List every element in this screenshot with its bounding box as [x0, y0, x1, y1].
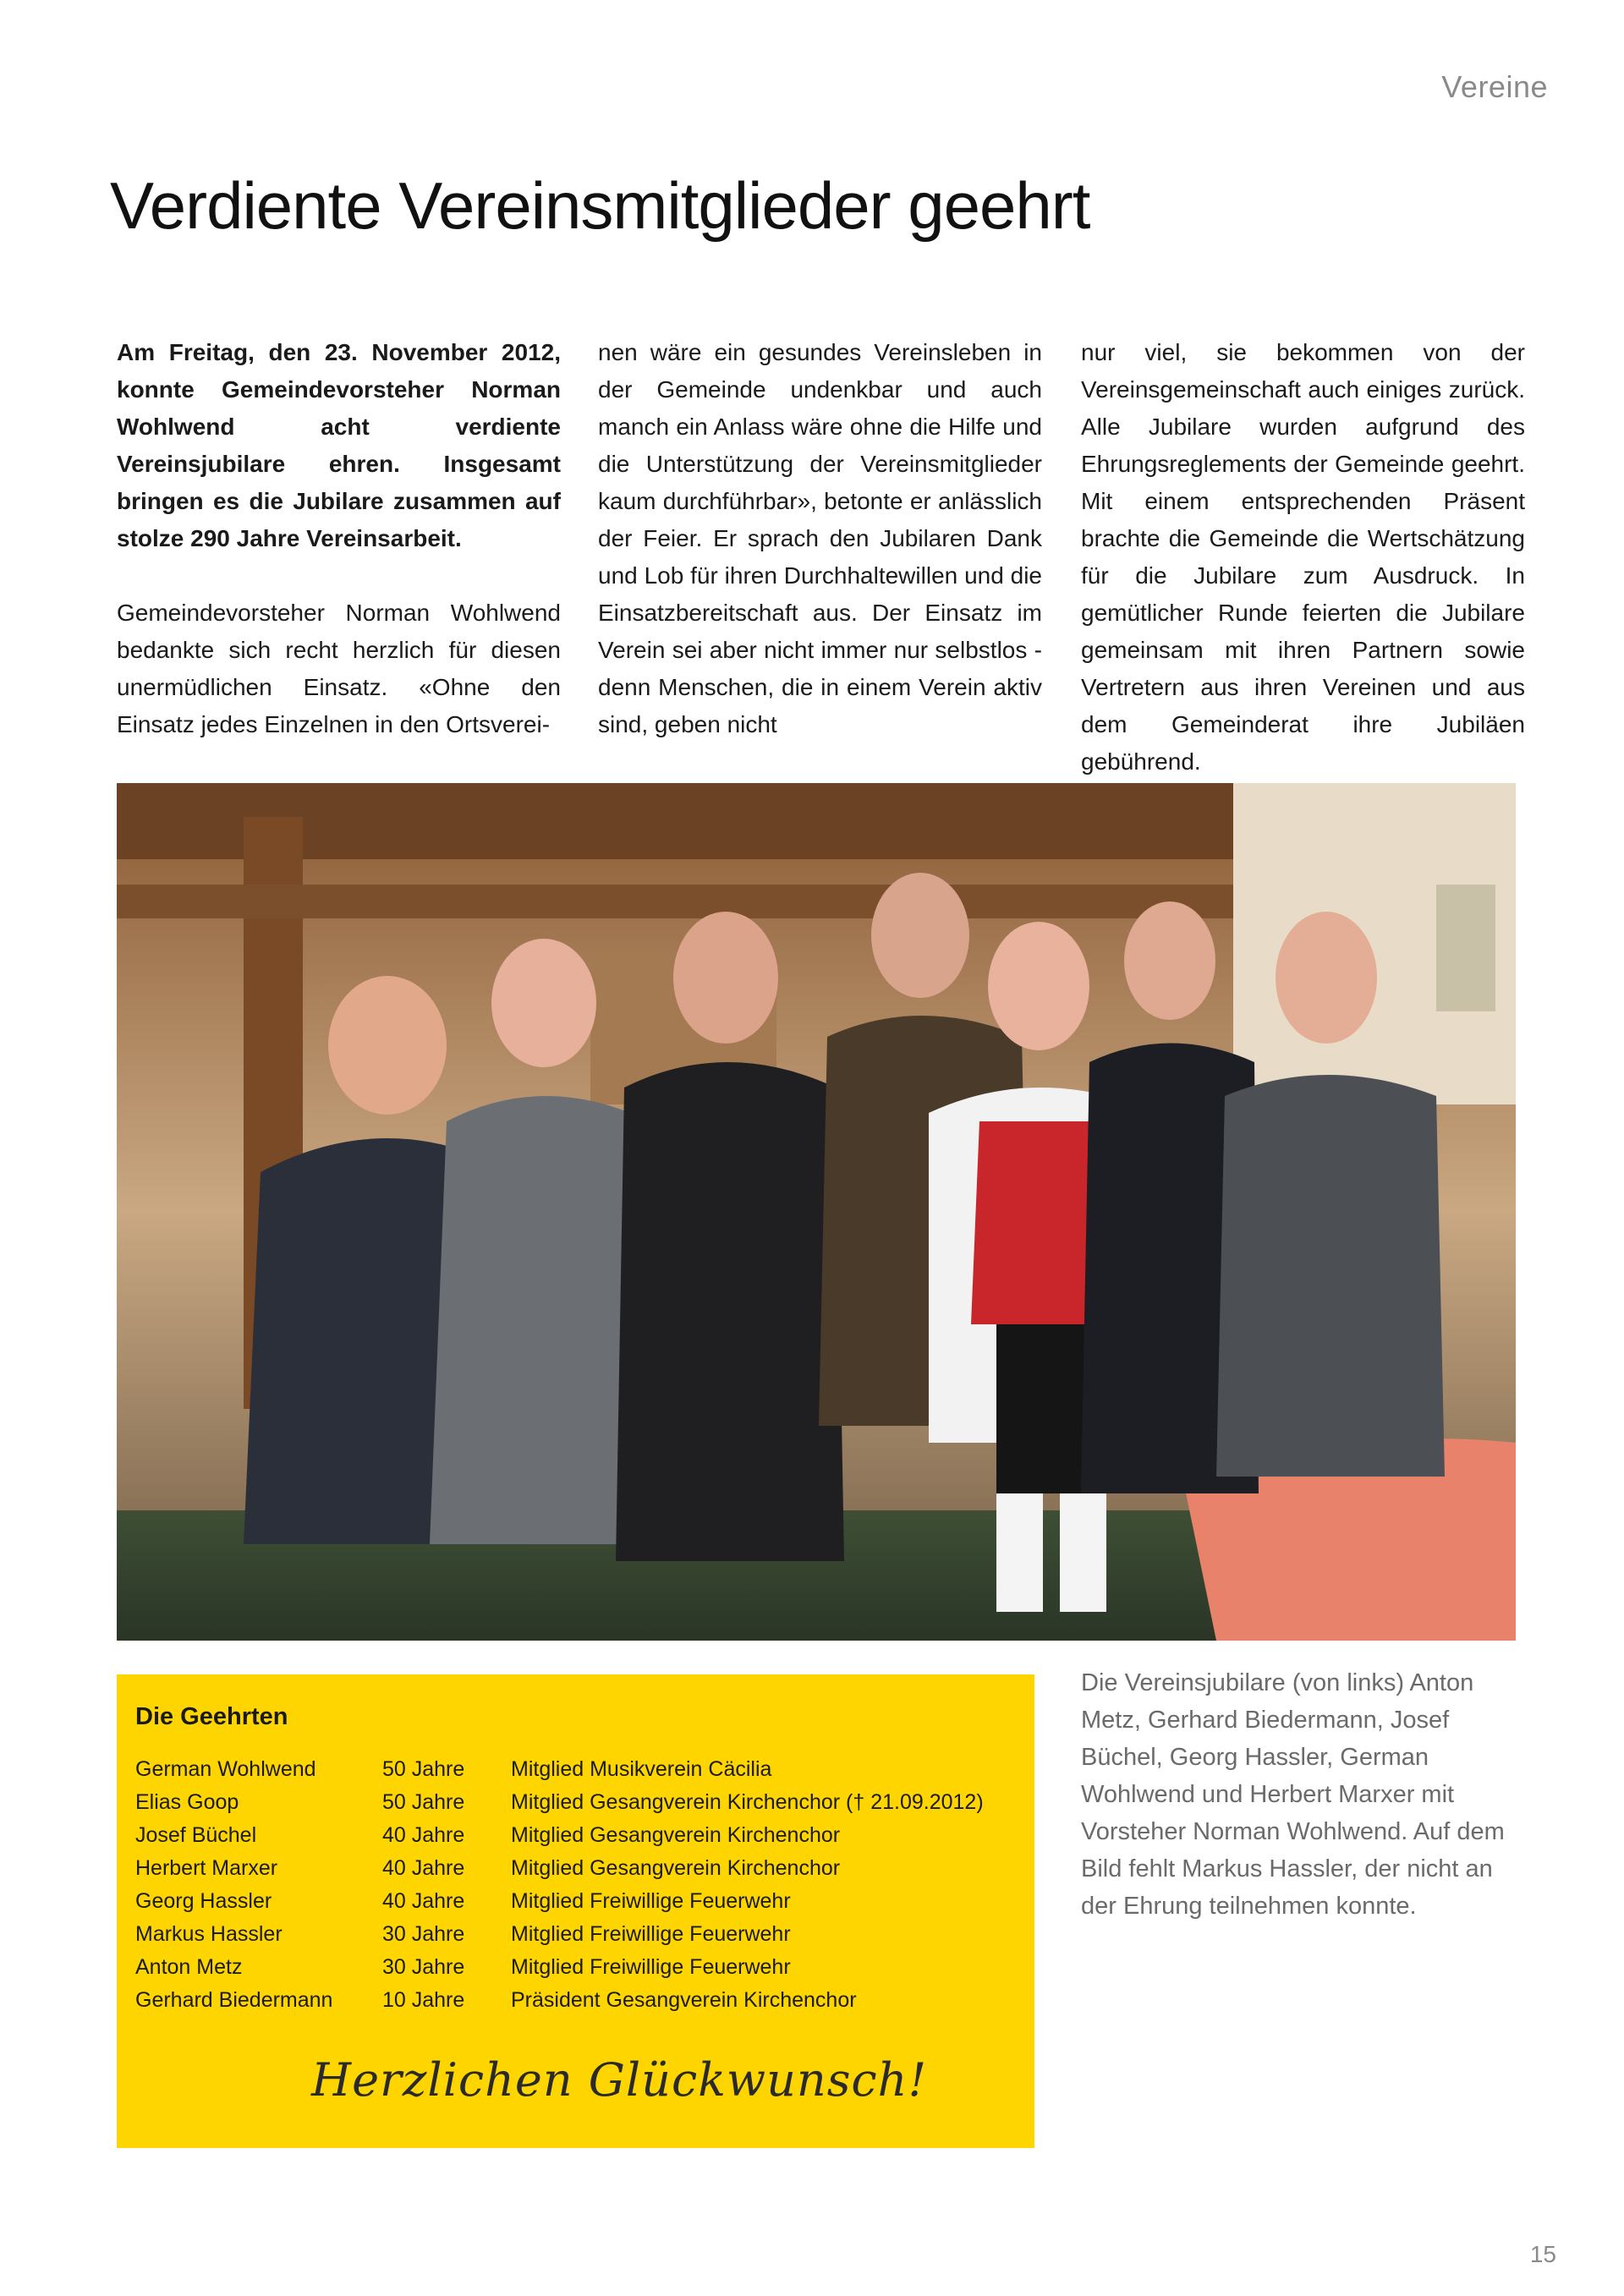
honorees-title: Die Geehrten: [135, 1703, 288, 1730]
honoree-row: [135, 1852, 1016, 1885]
article-column-1: [117, 334, 561, 743]
honoree-name: Anton Metz: [135, 1955, 243, 1979]
honoree-membership: Mitglied Gesangverein Kirchenchor: [511, 1823, 841, 1847]
honoree-name: Herbert Marxer: [135, 1856, 278, 1880]
article-column-3: [1081, 334, 1525, 781]
honoree-row: [135, 1753, 1016, 1786]
article-column-2: [598, 334, 1042, 743]
congratulations-greeting: Herzlichen Glückwunsch!: [311, 2053, 928, 2107]
honoree-row: [135, 1819, 1016, 1852]
honoree-row: [135, 1786, 1016, 1819]
page-title: Verdiente Vereinsmitglieder geehrt: [110, 168, 1090, 243]
honoree-years: 40 Jahre: [382, 1856, 465, 1880]
honoree-row: [135, 1984, 1016, 2017]
section-label: Vereine: [1441, 69, 1548, 104]
photo-caption: Die Vereinsjubilare (von links) Anton Metz, Gerhard Biedermann, Josef Büchel, Georg Hassler, German Wohlwend und Herbert Marxer mit Vorsteher Norman Wohlwend. Auf dem Bild fehlt Markus Hassler, der nicht an der Ehrung teilnehmen konnte.: [1081, 1669, 1505, 1920]
article-lead: Am Freitag, den 23. November 2012, konnte Gemeindevorsteher Norman Wohlwend acht verdiente Vereinsjubilare ehren. Insgesamt bringen es die Jubilare zusammen auf stolze 290 Jahre Vereinsarbeit.: [117, 339, 561, 551]
honoree-years: 30 Jahre: [382, 1922, 465, 1946]
honoree-name: German Wohlwend: [135, 1757, 316, 1781]
honoree-row: [135, 1918, 1016, 1951]
honorees-box: [117, 1674, 1034, 2148]
honoree-membership: Mitglied Gesangverein Kirchenchor: [511, 1856, 841, 1880]
honoree-years: 30 Jahre: [382, 1955, 465, 1979]
honoree-years: 40 Jahre: [382, 1889, 465, 1913]
honoree-membership: Mitglied Freiwillige Feuerwehr: [511, 1955, 791, 1979]
honoree-membership: Präsident Gesangverein Kirchenchor: [511, 1988, 857, 2012]
honoree-membership: Mitglied Freiwillige Feuerwehr: [511, 1922, 791, 1946]
honoree-membership: Mitglied Freiwillige Feuerwehr: [511, 1889, 791, 1913]
article-body-1: Gemeindevorsteher Norman Wohlwend bedankte sich recht herzlich für diesen unermüdlichen Einsatz. «Ohne den Einsatz jedes Einzelnen in den Ortsverei-: [117, 600, 561, 737]
honoree-membership: Mitglied Musikverein Cäcilia: [511, 1757, 772, 1781]
honoree-membership: Mitglied Gesangverein Kirchenchor († 21.09.2012): [511, 1790, 984, 1814]
article-body-3: nur viel, sie bekommen von der Vereinsgemeinschaft auch einiges zurück. Alle Jubilare wurden aufgrund des Ehrungsreglements der Gemeinde geehrt. Mit einem entsprechenden Präsent brachte die Gemeinde die Wertschätzung für die Jubilare zum Ausdruck. In gemütlicher Runde feierten die Jubilare gemeinsam mit ihren Partnern sowie Vertretern aus ihren Vereinen und aus dem Gemeinderat ihre Jubiläen gebührend.: [1081, 339, 1525, 775]
group-photo: [117, 783, 1516, 1641]
honoree-row: [135, 1885, 1016, 1918]
honoree-years: 50 Jahre: [382, 1757, 465, 1781]
honoree-name: Elias Goop: [135, 1790, 239, 1814]
honorees-list: [135, 1753, 1016, 2017]
honoree-name: Josef Büchel: [135, 1823, 257, 1847]
group-photo-illustration: [117, 783, 1516, 1641]
honoree-name: Gerhard Biedermann: [135, 1988, 333, 2012]
article-body-2: nen wäre ein gesundes Vereinsleben in der Gemeinde undenkbar und auch manch ein Anlass wäre ohne die Hilfe und die Unterstützung der Vereinsmitglieder kaum durchführbar», betonte er anlässlich der Feier. Er sprach den Jubilaren Dank und Lob für ihren Durchhaltewillen und die Einsatzbereitschaft aus. Der Einsatz im Verein sei aber nicht immer nur selbstlos - denn Menschen, die in einem Verein aktiv sind, geben nicht: [598, 339, 1042, 737]
honoree-years: 10 Jahre: [382, 1988, 465, 2012]
page-number: 15: [1529, 2241, 1556, 2267]
honoree-row: [135, 1951, 1016, 1984]
honoree-name: Georg Hassler: [135, 1889, 272, 1913]
honoree-years: 40 Jahre: [382, 1823, 465, 1847]
honoree-name: Markus Hassler: [135, 1922, 283, 1946]
honoree-years: 50 Jahre: [382, 1790, 465, 1814]
